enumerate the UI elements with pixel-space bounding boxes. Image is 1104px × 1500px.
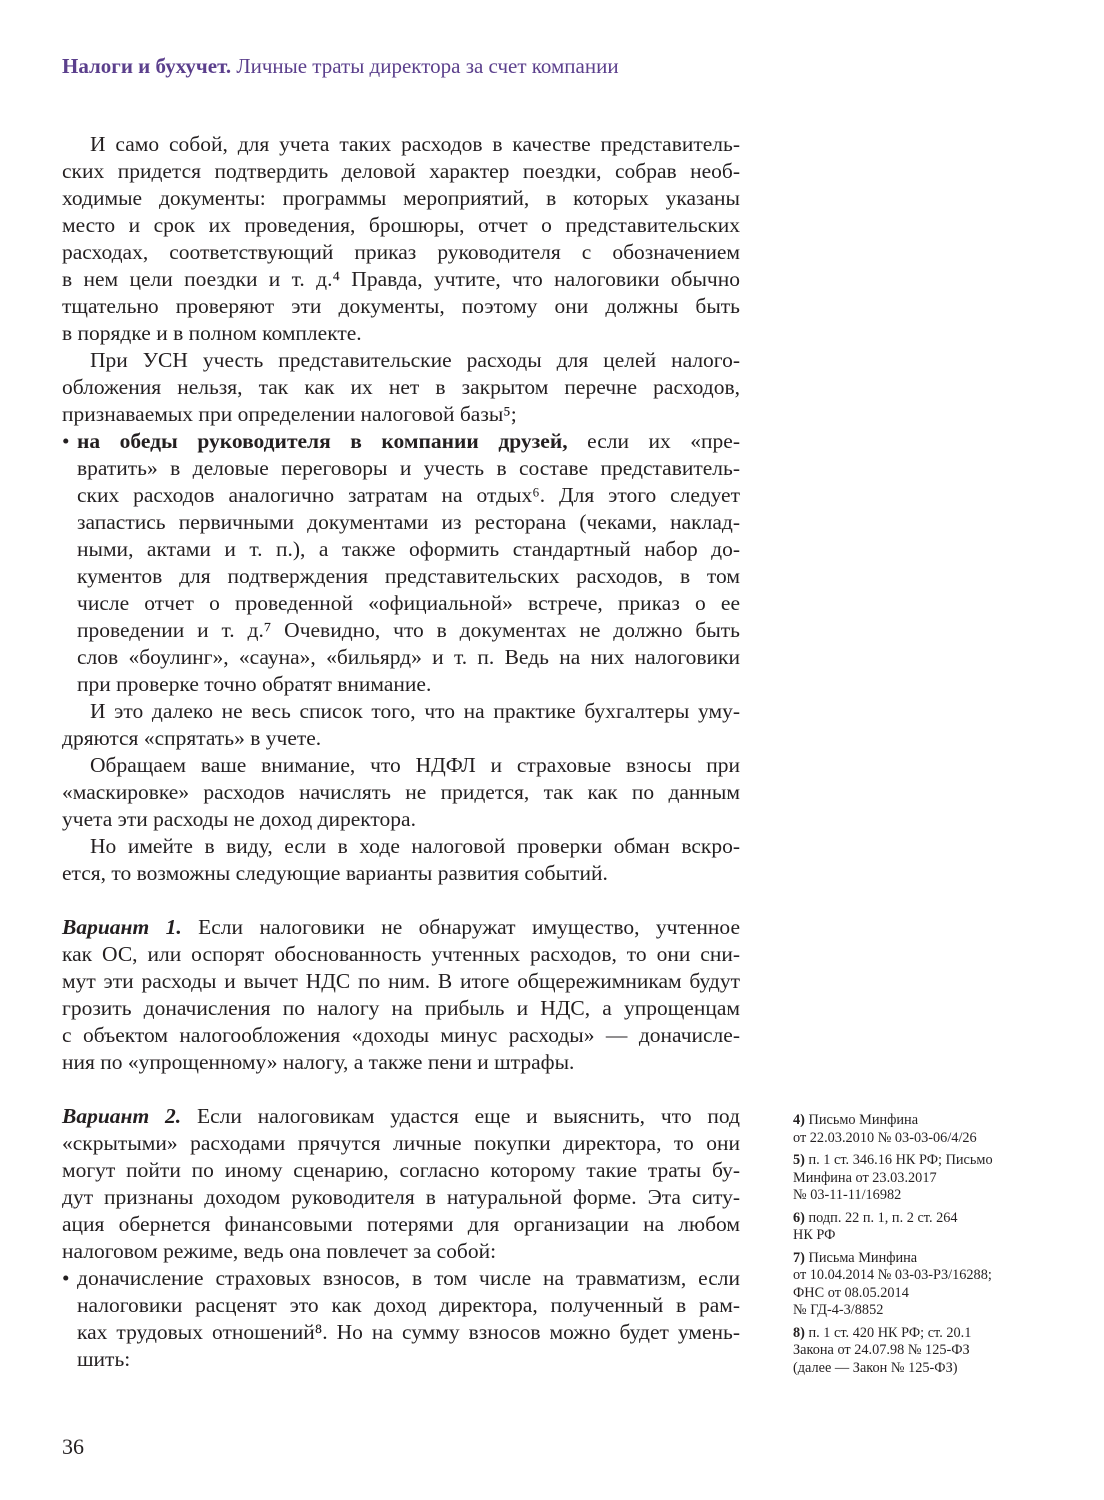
footnote-text: п. 1 ст. 346.16 НК РФ; Письмо [808,1152,993,1168]
text-line [62,374,740,401]
paragraph [62,347,740,428]
footnote [793,1152,1033,1205]
line-text: обложения нельзя, так как их нет в закрытом перечне расходов, [62,375,740,399]
variant-paragraph [62,914,740,1076]
text-line [62,1238,740,1265]
line-text: при проверке точно обратят внимание. [77,672,432,696]
text-line [62,239,740,266]
text-line [62,455,740,482]
line-text: проведении и т. д.⁷ Очевидно, что в документах не должно быть [77,618,740,642]
footnote-text: Минфина от 23.03.2017 [793,1169,937,1186]
footnote [793,1250,1033,1320]
blank-line [62,887,740,914]
text-line [62,482,740,509]
text-line [62,968,740,995]
footnote-text: Письмо Минфина [808,1112,919,1128]
footnote-number: 4) [793,1112,805,1128]
text-line [62,1184,740,1211]
footnote-number: 8) [793,1324,805,1341]
bullet-marker: • [62,1266,70,1290]
line-text: кументов для подтверждения представительских расходов, в том [77,564,740,588]
bullet-item [62,1265,740,1373]
line-text: дряются «спрятать» в учете. [62,726,322,750]
line-text: ными, актами и т. п.), а также оформить стандартный набор до- [77,537,740,561]
line-text: ских расходов аналогично затратам на отдых⁶. Для этого следует [77,483,740,507]
text-line [62,617,740,644]
footnote-text: подп. 22 п. 1, п. 2 ст. 264 [808,1209,958,1226]
line-text: И само собой, для учета таких расходов в качестве представитель- [90,132,740,156]
line-text: место и срок их проведения, брошюры, отчет о представительских [62,213,740,237]
text-line [62,1319,740,1346]
text-line [62,563,740,590]
line-text: могут пойти по иному сценарию, согласно которому такие траты бу- [62,1158,740,1182]
text-line [62,1157,740,1184]
variant-paragraph [62,1103,740,1265]
line-text: запастись первичными документами из ресторана (чеками, наклад- [77,510,740,534]
footnotes [793,1112,1033,1382]
line-text: вратить» в деловые переговоры и учесть в составе представитель- [77,456,740,480]
line-text: числе отчет о проведенной «официальной» встрече, приказ о ее [77,591,740,615]
line-text: шить: [77,1347,131,1371]
text-line [62,131,740,158]
text-line [62,428,740,455]
footnote [793,1112,1033,1147]
line-text: «скрытыми» расходами прячутся личные покупки директора, то они [62,1131,740,1155]
footnote-text: Письма Минфина [808,1249,918,1266]
line-text: Обращаем ваше внимание, что НДФЛ и страховые взносы при [90,753,740,777]
text-line [62,158,740,185]
text-line [62,401,740,428]
text-line [62,1049,740,1076]
text-line [62,941,740,968]
text-line [62,779,740,806]
text-line [62,536,740,563]
text-line [62,1022,740,1049]
line-text: в нем цели поездки и т. д.⁴ Правда, учтите, что налоговики обычно [62,267,740,291]
line-text: ходимые документы: программы мероприятий, в которых указаны [62,186,740,210]
text-line [62,644,740,671]
text-line [62,806,740,833]
text-line [62,1211,740,1238]
line-text: ках трудовых отношений⁸. Но на сумму взносов можно будет умень- [77,1320,740,1344]
blank-line [62,1076,740,1103]
footnote-number: 5) [793,1152,805,1168]
footnote-text: (далее — Закон № 125-ФЗ) [793,1359,958,1376]
footnote-text: № 03-11-11/16982 [793,1187,902,1203]
bullet-item [62,428,740,698]
text-line [62,995,740,1022]
text-line [62,914,740,941]
text-line [62,725,740,752]
page-number: 36 [62,1434,84,1459]
text-line [62,509,740,536]
bullet-marker: • [62,429,70,453]
text-line [62,698,740,725]
line-text: Если налоговикам удастся еще и выяснить, что под [181,1104,740,1128]
line-text: грозить доначисления по налогу на прибыль и НДС, а упрощенцам [62,996,740,1020]
footnote-text: № ГД-4-3/8852 [793,1302,884,1318]
footnote-number: 6) [793,1209,805,1226]
header-title: Личные траты директора за счет компании [236,54,619,78]
text-line [62,266,740,293]
line-text: ется, то возможны следующие варианты развития событий. [62,861,608,885]
paragraph [62,752,740,833]
footnote [793,1210,1033,1245]
line-text: И это далеко не весь список того, что на практике бухгалтеры уму- [90,699,740,723]
line-text: учета эти расходы не доход директора. [62,807,416,831]
text-line [62,833,740,860]
text-line [62,752,740,779]
line-text: налоговики расценят это как доход директора, полученный в рам- [77,1293,740,1317]
line-text: тщательно проверяют эти документы, поэтому они должны быть [62,294,740,318]
line-text: в порядке и в полном комплекте. [62,321,362,345]
line-text: как ОС, или оспорят обоснованность учтенных расходов, то они сни- [62,942,740,966]
line-text: доначисление страховых взносов, в том числе на травматизм, если [77,1266,740,1290]
running-header [62,54,619,79]
line-text: ния по «упрощенному» налогу, а также пени и штрафы. [62,1050,575,1074]
line-text: слов «боулинг», «сауна», «бильярд» и т. п. Ведь на них налоговики [77,645,740,669]
line-text: с объектом налогообложения «доходы минус расходы» — доначисле- [62,1023,740,1047]
header-section: Налоги и бухучет. [62,54,232,78]
footnote-text: ФНС от 08.05.2014 [793,1284,909,1301]
line-text: признаваемых при определении налоговой базы⁵; [62,402,517,426]
paragraph [62,131,740,347]
line-text: «маскировке» расходов начислять не придется, так как по данным [62,780,740,804]
line-text: Если налоговики не обнаружат имущество, учтенное [181,915,740,939]
lead-phrase: Вариант 1. [62,915,182,939]
line-text: ация обернется финансовыми потерями для организации на любом [62,1212,740,1236]
text-line [62,185,740,212]
footnote-text: НК РФ [793,1227,836,1243]
text-line [62,1103,740,1130]
text-line [62,1346,740,1373]
footnote-text: от 22.03.2010 № 03-03-06/4/26 [793,1129,977,1146]
text-line [62,1265,740,1292]
paragraph [62,833,740,887]
line-text: ских придется подтвердить деловой характер поездки, собрав необ- [62,159,740,183]
line-text: дут признаны доходом руководителя в натуральной форме. Эта ситу- [62,1185,740,1209]
lead-phrase: на обеды руководителя в компании друзей, [77,429,568,453]
line-text: Но имейте в виду, если в ходе налоговой проверки обман вскро- [90,834,740,858]
line-text: если их «пре- [567,429,740,453]
text-line [62,590,740,617]
footnote-text: Закона от 24.07.98 № 125-ФЗ [793,1342,970,1358]
text-line [62,347,740,374]
paragraph [62,698,740,752]
text-line [62,293,740,320]
article-body [62,131,740,1373]
footnote-text: п. 1 ст. 420 НК РФ; ст. 20.1 [808,1324,972,1341]
footnote-number: 7) [793,1249,805,1266]
text-line [62,1292,740,1319]
text-line [62,320,740,347]
text-line [62,671,740,698]
text-line [62,212,740,239]
line-text: При УСН учесть представительские расходы для целей налого- [90,348,740,372]
footnote-text: от 10.04.2014 № 03-03-Р3/16288; [793,1267,992,1283]
footnote [793,1325,1033,1378]
text-line [62,860,740,887]
line-text: мут эти расходы и вычет НДС по ним. В итоге общережимникам будут [62,969,740,993]
line-text: налоговом режиме, ведь она повлечет за собой: [62,1239,497,1263]
line-text: расходах, соответствующий приказ руководителя с обозначением [62,240,740,264]
lead-phrase: Вариант 2. [62,1104,182,1128]
text-line [62,1130,740,1157]
